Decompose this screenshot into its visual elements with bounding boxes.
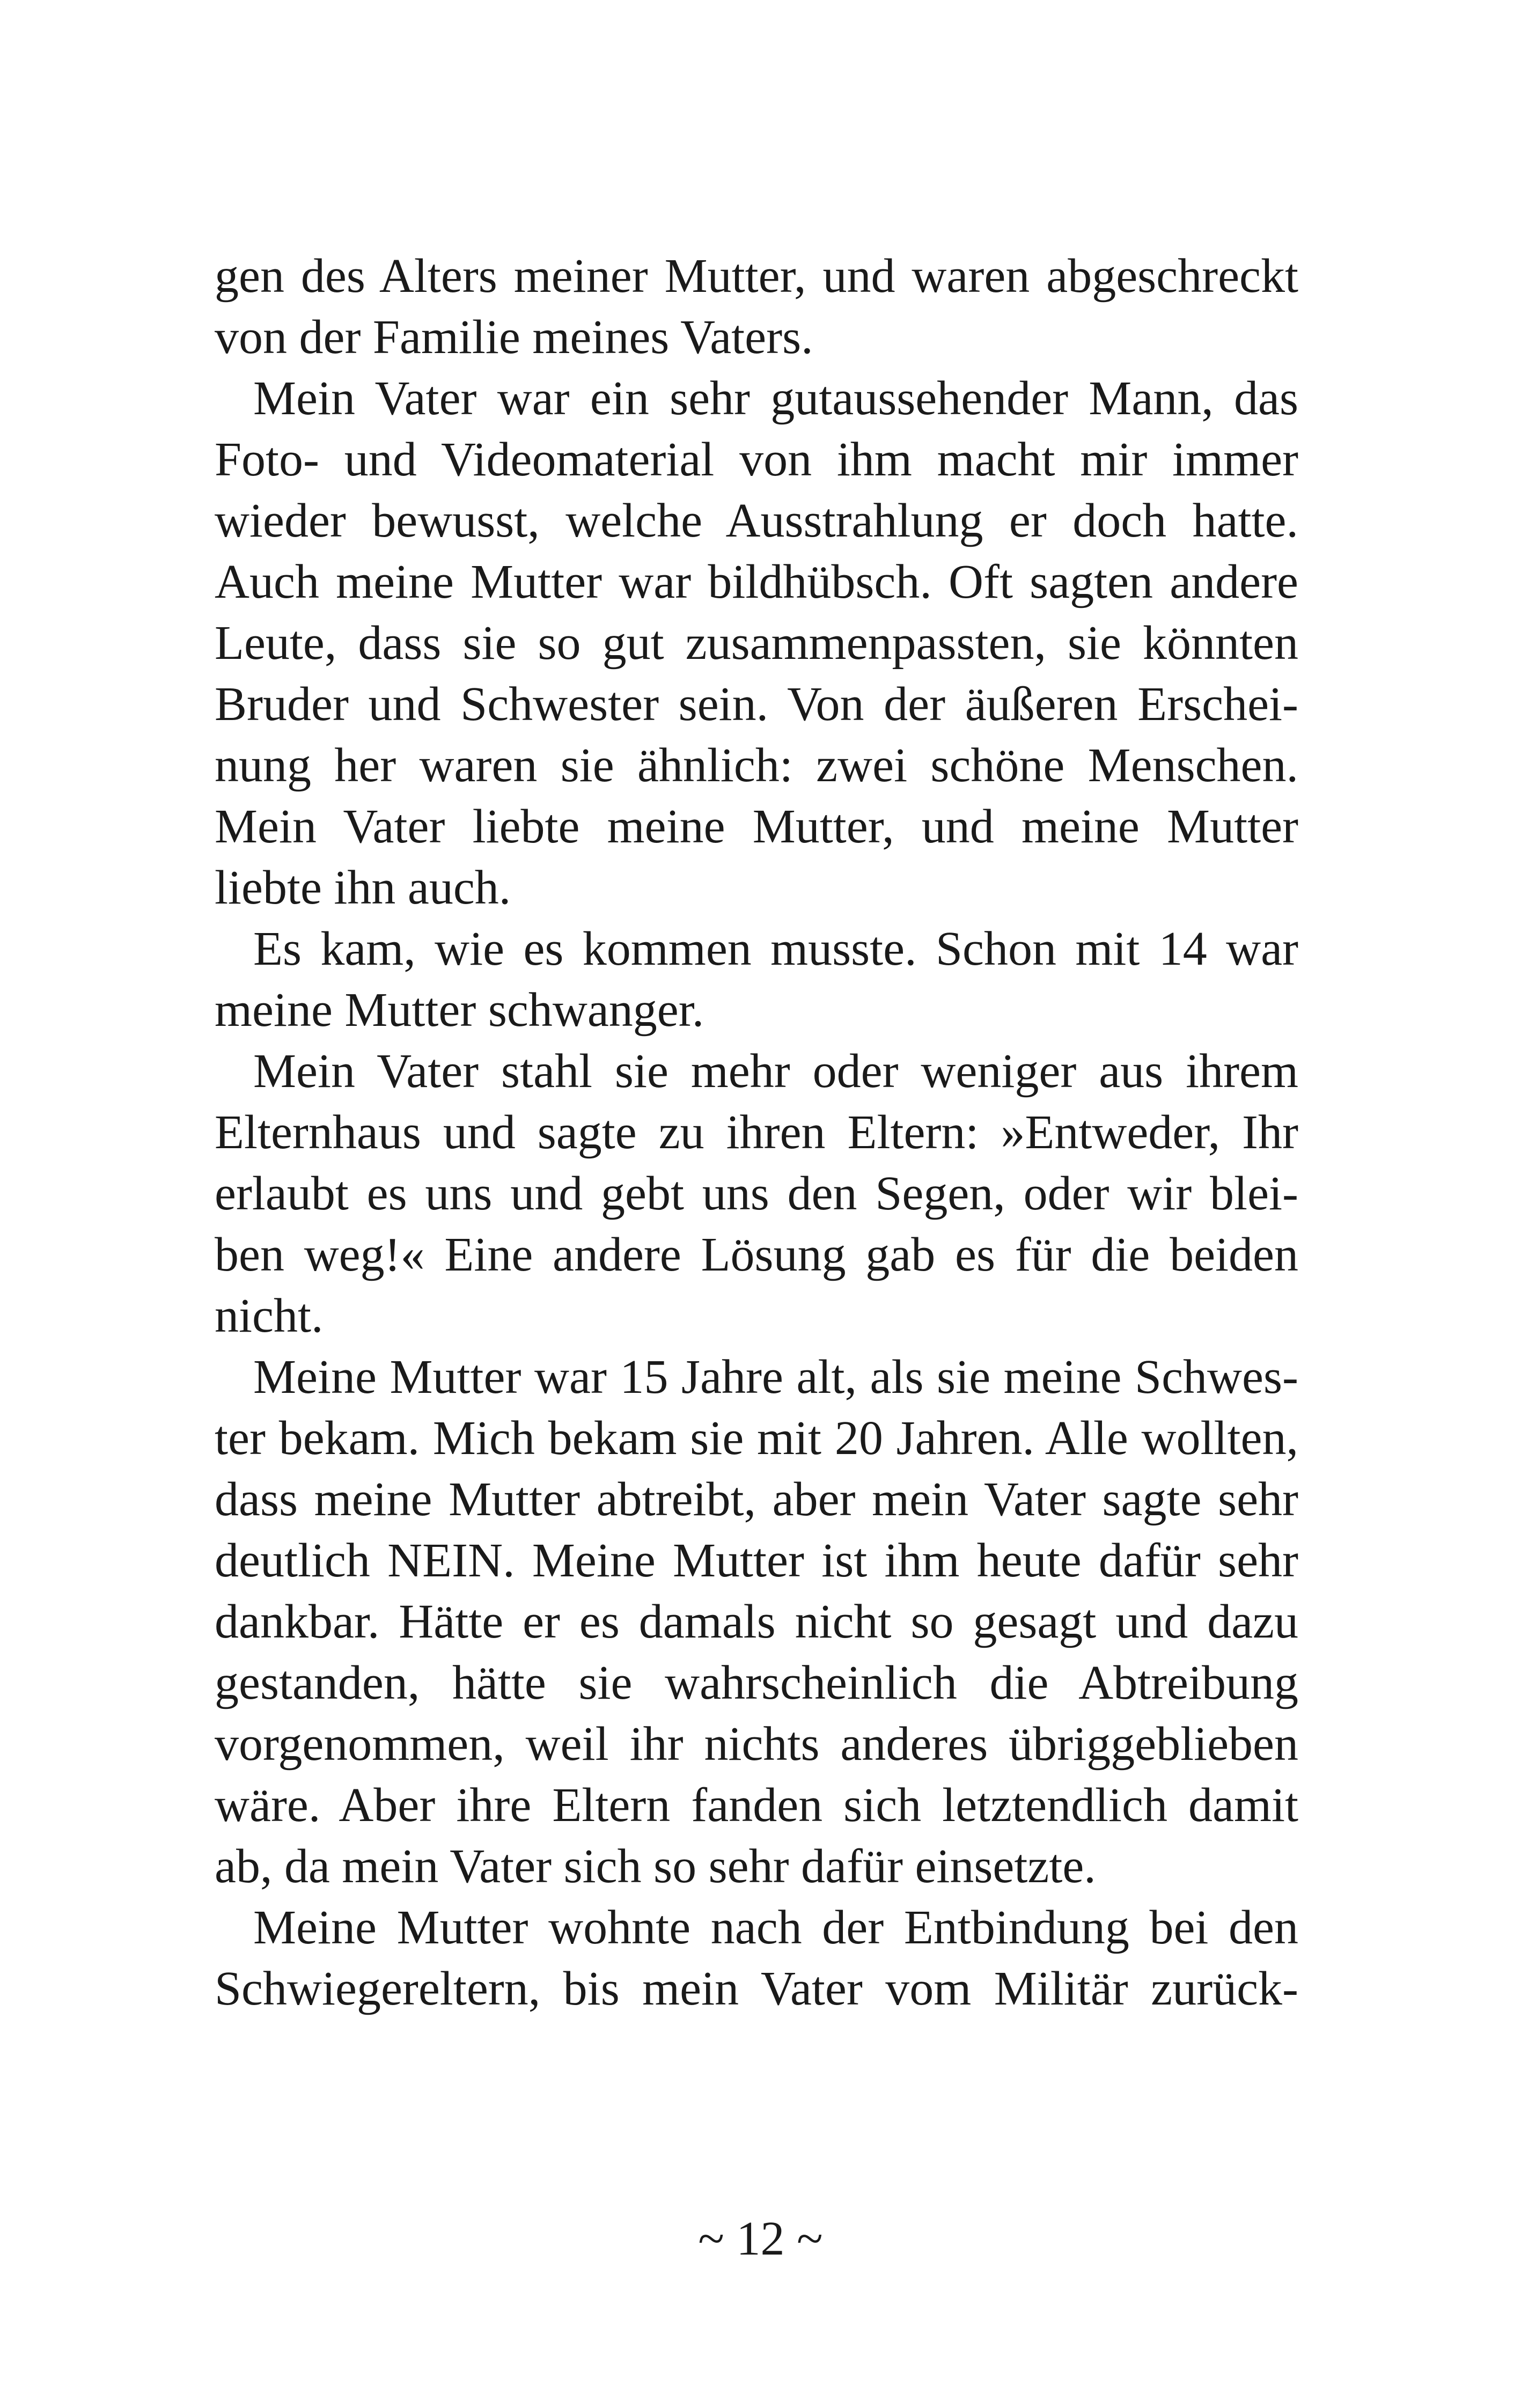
text-line: deutlich NEIN. Meine Mutter ist ihm heute dafür sehr xyxy=(215,1534,1298,1587)
text-line: ben weg!« Eine andere Lösung gab es für die beiden xyxy=(215,1228,1298,1281)
text-line: Mein Vater liebte meine Mutter, und meine Mutter xyxy=(215,800,1298,853)
text-line: nung her waren sie ähnlich: zwei schöne Menschen. xyxy=(215,739,1298,792)
text-line: Mein Vater stahl sie mehr oder weniger aus ihrem xyxy=(253,1045,1298,1098)
text-line: Auch meine Mutter war bildhübsch. Oft sagten andere xyxy=(215,555,1298,608)
text-line: dass meine Mutter abtreibt, aber mein Vater sagte sehr xyxy=(215,1473,1298,1526)
text-line: Mein Vater war ein sehr gutaussehender Mann, das xyxy=(253,372,1298,425)
text-line: meine Mutter schwanger. xyxy=(215,983,704,1037)
text-line: von der Familie meines Vaters. xyxy=(215,311,813,364)
text-line: dankbar. Hätte er es damals nicht so gesagt und dazu xyxy=(215,1595,1298,1648)
text-line: Bruder und Schwester sein. Von der äußeren Erschei- xyxy=(215,678,1298,731)
text-line: liebte ihn auch. xyxy=(215,861,511,914)
text-line: Elternhaus und sagte zu ihren Eltern: »Entweder, Ihr xyxy=(215,1106,1298,1159)
text-line: gestanden, hätte sie wahrscheinlich die Abtreibung xyxy=(215,1656,1298,1709)
page-number: ~ 12 ~ xyxy=(698,2212,823,2265)
text-line: vorgenommen, weil ihr nichts anderes übriggeblieben xyxy=(215,1717,1298,1771)
text-line: wäre. Aber ihre Eltern fanden sich letztendlich damit xyxy=(215,1779,1298,1832)
text-line: Foto- und Videomaterial von ihm macht mir immer xyxy=(215,433,1298,486)
text-line: Schwiegereltern, bis mein Vater vom Militär zurück- xyxy=(215,1962,1298,2015)
text-line: nicht. xyxy=(215,1289,324,1342)
text-line: Meine Mutter wohnte nach der Entbindung bei den xyxy=(253,1901,1298,1954)
text-line: gen des Alters meiner Mutter, und waren abgeschreckt xyxy=(215,249,1298,303)
text-line: wieder bewusst, welche Ausstrahlung er doch hatte. xyxy=(215,494,1298,547)
text-line: Leute, dass sie so gut zusammenpassten, sie könnten xyxy=(215,616,1298,670)
text-line: ter bekam. Mich bekam sie mit 20 Jahren. Alle wollten, xyxy=(215,1412,1298,1465)
text-line: Meine Mutter war 15 Jahre alt, als sie meine Schwes- xyxy=(253,1350,1298,1404)
text-line: Es kam, wie es kommen musste. Schon mit 14 war xyxy=(253,922,1298,975)
text-line: erlaubt es uns und gebt uns den Segen, oder wir blei- xyxy=(215,1167,1298,1220)
text-line: ab, da mein Vater sich so sehr dafür einsetzte. xyxy=(215,1840,1096,1893)
